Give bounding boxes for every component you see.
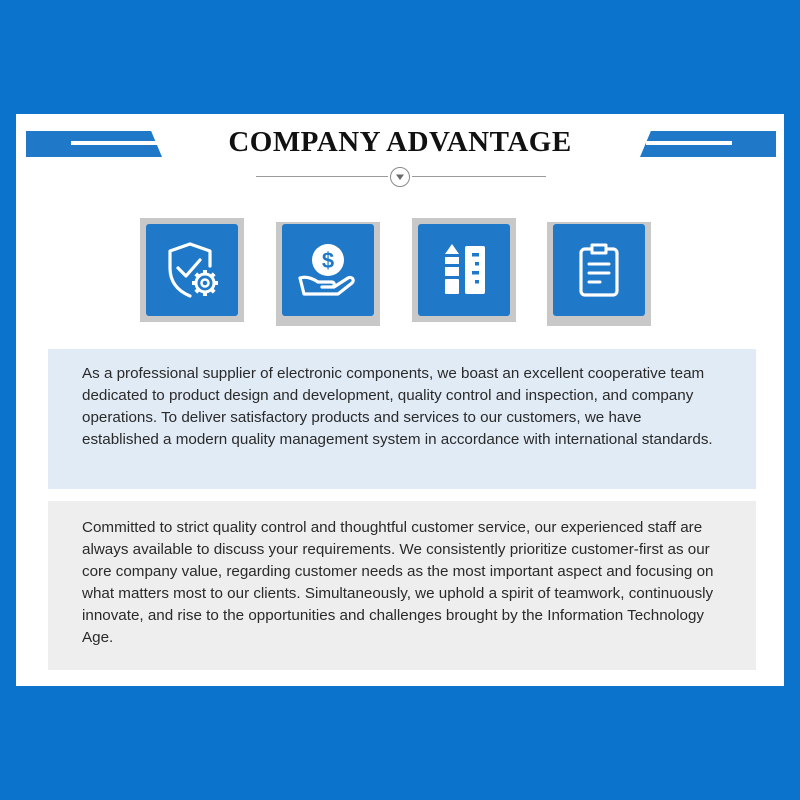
clipboard-icon <box>567 238 631 302</box>
svg-text:$: $ <box>321 248 335 273</box>
feature-tile-design <box>412 218 516 322</box>
tile-face <box>146 224 238 316</box>
content-panel <box>16 114 784 686</box>
hand-dollar-coin-icon <box>296 238 360 302</box>
intro-paragraph: As a professional supplier of electronic components, we boast an excellent cooperative team dedicated to product design and development, quality control and inspection, and company operations. To deliver satisfactory products and services to our customers, we have established a modern quality management system in accordance with international standards. <box>48 349 756 489</box>
commitment-paragraph: Committed to strict quality control and thoughtful customer service, our experienced staff are always available to discuss your requirements. We consistently prioritize customer-first as our core company value, regarding customer needs as the most important aspect and focusing on what matters most to our clients. Simultaneously, we uphold a spirit of teamwork, continuously innovate, and rise to the opportunities and challenges brought by the Information Technology Age. <box>48 501 756 670</box>
tile-face <box>282 224 374 316</box>
title-divider-left <box>256 176 388 177</box>
tile-face <box>418 224 510 316</box>
chevron-down-circle-icon <box>390 167 410 187</box>
feature-tile-price <box>276 222 380 326</box>
pencil-ruler-icon <box>432 238 496 302</box>
tile-face <box>553 224 645 316</box>
shield-check-gear-icon <box>160 238 224 302</box>
page-title: COMPANY ADVANTAGE <box>228 126 572 158</box>
feature-tile-service <box>547 222 651 326</box>
feature-tile-quality <box>140 218 244 322</box>
title-divider-right <box>412 176 546 177</box>
